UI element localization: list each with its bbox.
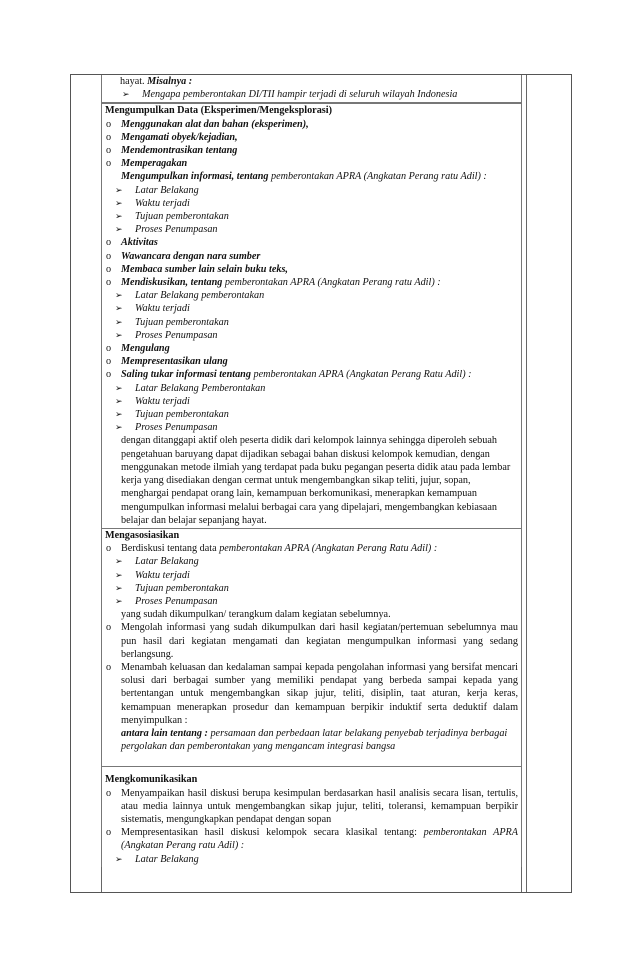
arrow-item-text: Waktu terjadi bbox=[135, 197, 190, 209]
arrow-item bbox=[113, 210, 518, 223]
list-item bbox=[105, 661, 518, 727]
list-item bbox=[105, 542, 518, 555]
list-item bbox=[105, 263, 518, 276]
arrow-bullet-icon: ➢ bbox=[115, 224, 123, 235]
arrow-item-text: Proses Penumpasan bbox=[135, 422, 218, 434]
arrow-item-text: Proses Penumpasan bbox=[135, 595, 218, 607]
section-title: Mengkomunikasikan bbox=[105, 774, 198, 786]
arrow-item-text: Waktu terjadi bbox=[135, 395, 190, 407]
list-item-topic: pemberontakan APRA (Angkatan Perang ratu Adil) : bbox=[121, 827, 518, 852]
arrow-list-d bbox=[105, 555, 518, 608]
arrow-item-text: Latar Belakang pemberontakan bbox=[135, 290, 265, 302]
circle-bullet-icon: o bbox=[106, 827, 112, 839]
arrow-item bbox=[113, 582, 518, 595]
circle-bullet-icon: o bbox=[106, 250, 112, 262]
list-item-text: Mempresentasikan ulang bbox=[121, 356, 228, 368]
list-item bbox=[105, 787, 518, 827]
section-title: Mengumpulkan Data (Eksperimen/Mengeksplorasi) bbox=[105, 105, 332, 117]
sub-instruction-topic: pemberontakan APRA (Angkatan Perang ratu Adil) : bbox=[271, 171, 487, 183]
arrow-item-text: Latar Belakang bbox=[135, 184, 199, 196]
arrow-list-c bbox=[105, 382, 518, 435]
arrow-item bbox=[113, 421, 518, 434]
list-item bbox=[105, 621, 518, 661]
arrow-item-text: Tujuan pemberontakan bbox=[135, 316, 229, 328]
list-item-label: Mendiskusikan, tentang bbox=[121, 277, 225, 289]
arrow-item bbox=[113, 408, 518, 421]
arrow-bullet-icon: ➢ bbox=[115, 184, 123, 195]
list-item bbox=[105, 276, 518, 289]
arrow-item-text: Mengapa pemberontakan DI/TII hampir terjadi di seluruh wilayah Indonesia bbox=[142, 89, 458, 101]
list-item bbox=[105, 144, 518, 157]
arrow-list-b bbox=[105, 289, 518, 342]
arrow-item bbox=[113, 382, 518, 395]
list-item bbox=[105, 368, 518, 381]
list-item bbox=[105, 826, 518, 852]
section-mengumpulkan-data bbox=[101, 103, 522, 529]
arrow-bullet-icon: ➢ bbox=[115, 211, 123, 222]
circle-bullet-icon: o bbox=[106, 158, 112, 170]
arrow-bullet-icon: ➢ bbox=[115, 329, 123, 340]
after-list-text: yang sudah dikumpulkan/ terangkum dalam kegiatan sebelumnya. bbox=[121, 609, 391, 621]
arrow-bullet-icon: ➢ bbox=[115, 595, 123, 606]
arrow-item-text: Proses Penumpasan bbox=[135, 329, 218, 341]
list-item-text: Mengamati obyek/kejadian, bbox=[121, 131, 238, 143]
lesson-table bbox=[70, 74, 572, 893]
list-item bbox=[105, 250, 518, 263]
list-item-text: Menggunakan alat dan bahan (eksperimen), bbox=[121, 118, 309, 130]
arrow-item bbox=[113, 223, 518, 236]
arrow-bullet-icon: ➢ bbox=[115, 569, 123, 580]
circle-bullet-icon: o bbox=[106, 145, 112, 157]
arrow-item-text: Latar Belakang bbox=[135, 853, 199, 865]
conclusion-topic bbox=[121, 727, 518, 753]
arrow-item-text: Tujuan pemberontakan bbox=[135, 409, 229, 421]
list-item bbox=[105, 131, 518, 144]
arrow-item-text: Waktu terjadi bbox=[135, 569, 190, 581]
list-item-text: Wawancara dengan nara sumber bbox=[121, 250, 261, 262]
list-item-text: Mengolah informasi yang sudah dikumpulkan dari hasil kegiatan/pertemuan sebelumnya mau pun hasil dari kegiatan mengamati dan kegiatan mengumpulkan informasi yang sedang berlangsung. bbox=[121, 622, 518, 660]
sub-instruction bbox=[121, 170, 518, 183]
arrow-item bbox=[113, 395, 518, 408]
arrow-bullet-icon: ➢ bbox=[115, 582, 123, 593]
list-item bbox=[105, 342, 518, 355]
arrow-list-a bbox=[105, 184, 518, 237]
list-item bbox=[105, 355, 518, 368]
circle-bullet-icon: o bbox=[106, 237, 112, 249]
circle-bullet-icon: o bbox=[106, 118, 112, 130]
list-item-topic: pemberontakan APRA (Angkatan Perang Ratu Adil) : bbox=[253, 369, 472, 381]
section-mengasosiasikan bbox=[101, 529, 522, 767]
arrow-item-text: Latar Belakang bbox=[135, 556, 199, 568]
arrow-bullet-icon: ➢ bbox=[115, 853, 123, 864]
arrow-bullet-icon: ➢ bbox=[115, 395, 123, 406]
arrow-item bbox=[113, 289, 518, 302]
arrow-item bbox=[113, 853, 518, 866]
arrow-bullet-icon: ➢ bbox=[115, 316, 123, 327]
arrow-item-text: Tujuan pemberontakan bbox=[135, 582, 229, 594]
list-item-topic: pemberontakan APRA (Angkatan Perang ratu Adil) : bbox=[224, 277, 441, 289]
arrow-bullet-icon: ➢ bbox=[115, 409, 123, 420]
list-item bbox=[105, 236, 518, 249]
list-item bbox=[105, 118, 518, 131]
arrow-bullet-icon: ➢ bbox=[115, 556, 123, 567]
arrow-bullet-icon: ➢ bbox=[115, 382, 123, 393]
arrow-item bbox=[113, 197, 518, 210]
list-item-text: Membaca sumber lain selain buku teks, bbox=[121, 263, 288, 275]
list-item-text: Memperagakan bbox=[121, 158, 188, 170]
activity-column bbox=[101, 75, 586, 867]
arrow-item-text: Tujuan pemberontakan bbox=[135, 211, 229, 223]
circle-bullet-icon: o bbox=[106, 343, 112, 355]
circle-bullet-icon: o bbox=[106, 263, 112, 275]
arrow-item bbox=[113, 569, 518, 582]
list-item-text: Menyampaikan hasil diskusi berupa kesimpulan berdasarkan hasil analisis secara lisan, tertulis, atau media lainnya untuk mengembangkan sikap jujur, teliti, toleransi, kemampuan berpikir sistematis, mengungkapkan pendapat dengan sopan bbox=[121, 787, 518, 825]
arrow-item bbox=[113, 302, 518, 315]
circle-bullet-icon: o bbox=[106, 277, 112, 289]
circle-bullet-icon: o bbox=[106, 661, 112, 673]
arrow-bullet-icon: ➢ bbox=[115, 303, 123, 314]
arrow-item bbox=[113, 555, 518, 568]
list-item-text: Menambah keluasan dan kedalaman sampai kepada pengolahan informasi yang bersifat mencari solusi dari berbagai sumber yang memiliki pendapat yang berbeda sampai kepada yang bertentangan untuk mengembangkan sikap jujur, teliti, disiplin, taat aturan, kerja keras, kemampuan menerapkan prosedur dan kemampuan berpikir induktif serta deduktif dalam menyimpulkan : bbox=[121, 661, 518, 726]
discussion-paragraph: dengan ditanggapi aktif oleh peserta didik dari kelompok lainnya sehingga diperoleh sebuah pengetahuan baruyang dapat dijadikan sebagai bahan diskusi kelompok kemudian, dengan menggunakan metode ilmiah yang terdapat pada buku pegangan peserta didik atau pada lembar kerja yang disediakan dengan cermat untuk mengembangkan sikap teliti, jujur, sopan, menghargai pendapat orang lain, kemampuan berkomunikasi, menerapkan kemampuan mengumpulkan informasi melalui berbagai cara yang dipelajari, mengembangkan kebiasaan belajar dan belajar sepanjang hayat. bbox=[121, 435, 511, 526]
circle-bullet-icon: o bbox=[106, 622, 112, 634]
arrow-bullet-icon: ➢ bbox=[122, 89, 130, 100]
section-continuation bbox=[101, 75, 522, 103]
sub-instruction-label: Mengumpulkan informasi, tentang bbox=[121, 171, 272, 183]
list-item-text: Berdiskusi tentang data bbox=[121, 543, 220, 555]
list-item-topic: pemberontakan APRA (Angkatan Perang Ratu Adil) : bbox=[219, 543, 438, 555]
section-title: Mengasosiasikan bbox=[105, 529, 180, 541]
arrow-item bbox=[113, 329, 518, 342]
list-item-label: Saling tukar informasi tentang bbox=[121, 369, 254, 381]
arrow-item-text: Proses Penumpasan bbox=[135, 224, 218, 236]
continuation-line bbox=[120, 75, 518, 88]
example-label: Misalnya : bbox=[147, 76, 193, 87]
continuation-text: hayat. bbox=[120, 76, 148, 87]
circle-bullet-icon: o bbox=[106, 356, 112, 368]
circle-bullet-icon: o bbox=[106, 131, 112, 143]
arrow-item bbox=[113, 595, 518, 608]
arrow-item bbox=[120, 88, 518, 101]
circle-bullet-icon: o bbox=[106, 543, 112, 555]
arrow-item bbox=[113, 184, 518, 197]
arrow-bullet-icon: ➢ bbox=[115, 290, 123, 301]
arrow-bullet-icon: ➢ bbox=[115, 197, 123, 208]
conclusion-text: persamaan dan perbedaan latar belakang penyebab terjadinya berbagai pergolakan dan pemberontakan yang mengancam integrasi bangsa bbox=[121, 727, 508, 753]
list-item-text: Mempresentasikan hasil diskusi kelompok secara klasikal tentang: bbox=[121, 827, 424, 839]
list-item-text: Aktivitas bbox=[121, 237, 158, 249]
arrow-item-text: Waktu terjadi bbox=[135, 303, 190, 315]
circle-bullet-icon: o bbox=[106, 369, 112, 381]
list-item-text: Mendemontrasikan tentang bbox=[121, 145, 238, 157]
circle-bullet-icon: o bbox=[106, 787, 112, 799]
section-mengkomunikasikan bbox=[101, 767, 522, 866]
arrow-item bbox=[113, 316, 518, 329]
conclusion-label: antara lain tentang : bbox=[121, 727, 211, 739]
list-item bbox=[105, 157, 518, 170]
arrow-item-text: Latar Belakang Pemberontakan bbox=[135, 382, 266, 394]
arrow-bullet-icon: ➢ bbox=[115, 422, 123, 433]
list-item-text: Mengulang bbox=[121, 343, 170, 355]
